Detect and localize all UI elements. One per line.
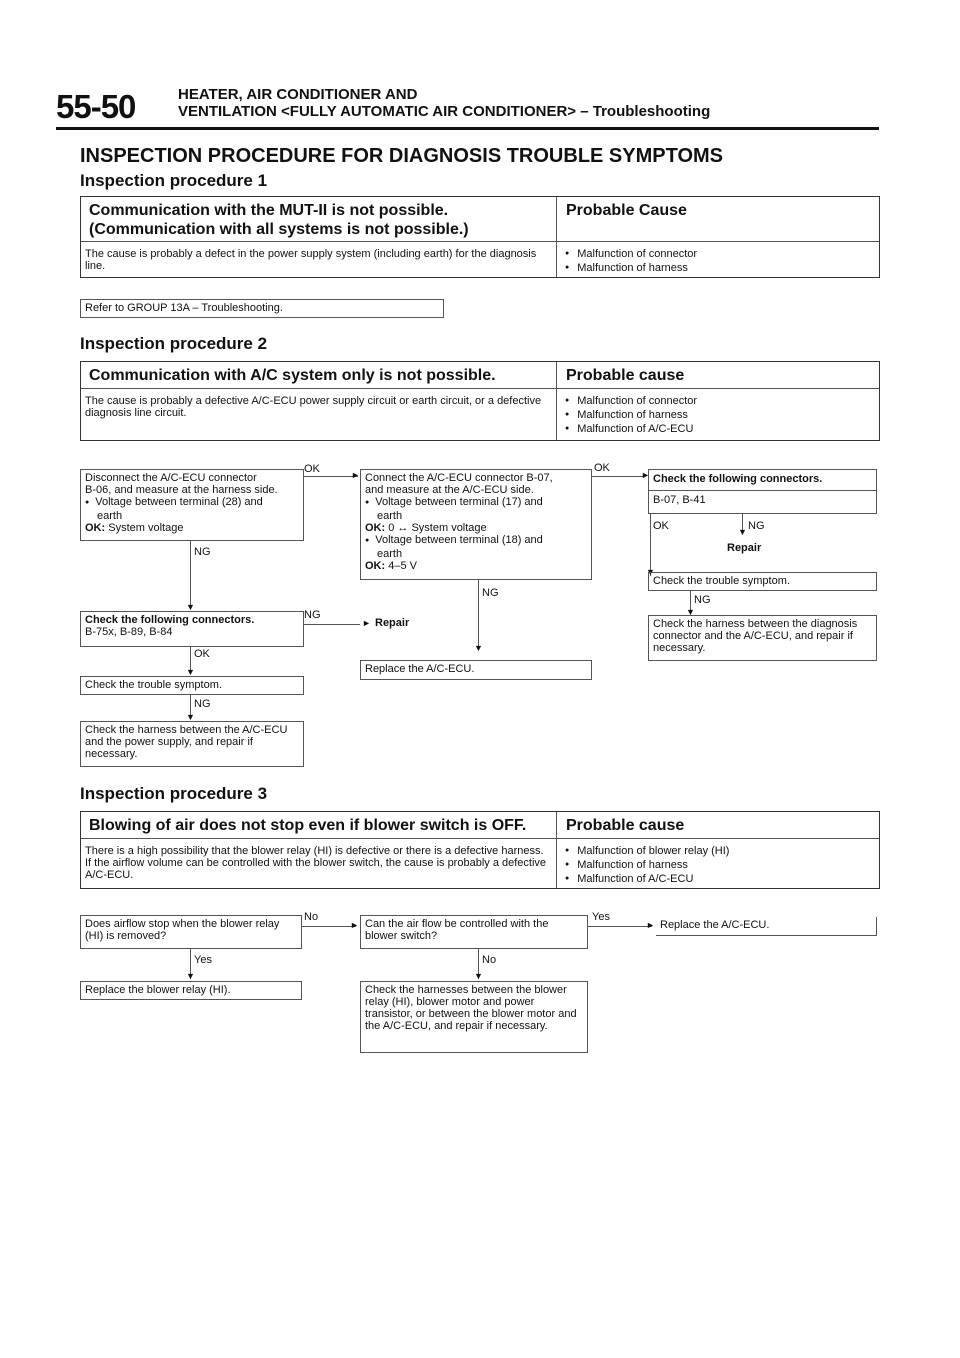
proc2-symptom: Communication with A/C system only is not possible. bbox=[89, 367, 496, 384]
proc3-table bbox=[80, 811, 880, 889]
ng-label: NG bbox=[194, 698, 211, 710]
arrow-down-icon: ▼ bbox=[186, 971, 195, 981]
flow2-step-check-connectors-2 bbox=[80, 611, 304, 647]
step-text: Connect the A/C-ECU connector B-07, bbox=[365, 472, 553, 484]
flow3-replace-ecu: Replace the A/C-ECU. bbox=[656, 917, 877, 936]
proc3-heading: Inspection procedure 3 bbox=[80, 784, 268, 803]
proc3-desc: There is a high possibility that the blower relay (HI) is defective or there is a defective harness. If the airflow volume can be controlled with the blower switch, the cause is probably a defective A/C-ECU. bbox=[85, 845, 547, 881]
step-text: Disconnect the A/C-ECU connector bbox=[85, 472, 257, 484]
proc2-cause-header: Probable cause bbox=[566, 367, 685, 384]
arrow-down-icon: ▼ bbox=[686, 607, 695, 617]
cause-item: ● Malfunction of connector bbox=[565, 395, 697, 409]
flow2-check-symptom-right: Check the trouble symptom. bbox=[648, 572, 877, 591]
cause-item: ● Malfunction of blower relay (HI) bbox=[565, 845, 729, 859]
page-number: 55-50 bbox=[56, 88, 136, 125]
ok-label: OK bbox=[653, 520, 669, 532]
ok-value: System voltage bbox=[108, 522, 184, 534]
header-rule bbox=[56, 127, 879, 130]
ng-label: NG bbox=[748, 520, 765, 532]
arrow-right-icon: ► bbox=[646, 920, 655, 930]
yes-label: Yes bbox=[592, 911, 610, 923]
flow2-check-symptom-left: Check the trouble symptom. bbox=[80, 676, 304, 695]
ok-label: OK bbox=[594, 462, 610, 474]
arrow-down-icon: ▼ bbox=[186, 712, 195, 722]
ok-label: OK: bbox=[85, 522, 106, 534]
proc2-table bbox=[80, 361, 880, 441]
proc1-symptom-1: Communication with the MUT-II is not possible. bbox=[89, 202, 449, 219]
repair-label: Repair bbox=[375, 617, 410, 629]
ok-label: OK bbox=[194, 648, 210, 660]
ok-value: 4–5 V bbox=[388, 560, 417, 572]
arrow-right-icon: ► bbox=[641, 470, 650, 480]
step-title: Check the following connectors. bbox=[653, 473, 823, 485]
step-text: and measure at the A/C-ECU side. bbox=[365, 484, 534, 496]
proc3-cause-header: Probable cause bbox=[566, 817, 685, 834]
arrow-right-icon: ► bbox=[350, 920, 359, 930]
no-label: No bbox=[482, 954, 497, 966]
proc1-symptom-2: (Communication with all systems is not possible.) bbox=[89, 221, 469, 238]
cause-item: ● Malfunction of harness bbox=[565, 859, 729, 873]
proc1-refer-box: Refer to GROUP 13A – Troubleshooting. bbox=[80, 299, 444, 318]
flow2-step-disconnect bbox=[80, 469, 304, 541]
cause-item: ● Malfunction of A/C-ECU bbox=[565, 873, 729, 887]
proc1-causes bbox=[565, 248, 697, 276]
step-text: earth bbox=[377, 510, 403, 522]
proc2-heading: Inspection procedure 2 bbox=[80, 334, 268, 353]
repair-label: Repair bbox=[727, 542, 762, 554]
ok-label: OK bbox=[304, 463, 320, 475]
ng-label: NG bbox=[482, 587, 499, 599]
flow3-replace-relay: Replace the blower relay (HI). bbox=[80, 981, 302, 1000]
ok-value: 0 ↔ System voltage bbox=[388, 522, 487, 534]
arrow-down-icon: ▼ bbox=[646, 567, 655, 577]
proc2-causes bbox=[565, 395, 697, 437]
step-text: earth bbox=[97, 510, 123, 522]
cause-item: ● Malfunction of connector bbox=[565, 248, 697, 262]
cause-item: ● Malfunction of harness bbox=[565, 409, 697, 423]
flow2-check-harness-power: Check the harness between the A/C-ECU and the power supply, and repair if necessary. bbox=[80, 721, 304, 767]
cause-item: ● Malfunction of A/C-ECU bbox=[565, 423, 697, 437]
proc1-table bbox=[80, 196, 880, 278]
ng-label: NG bbox=[194, 546, 211, 558]
arrow-down-icon: ▼ bbox=[186, 602, 195, 612]
proc2-desc: The cause is probably a defective A/C-ECU power supply circuit or earth circuit, or a defective diagnosis line circuit. bbox=[85, 395, 542, 419]
step-text: ● Voltage between terminal (17) and bbox=[365, 496, 587, 510]
step-text: ● Voltage between terminal (28) and bbox=[85, 496, 299, 510]
flow2-replace-ecu: Replace the A/C-ECU. bbox=[360, 660, 592, 680]
header-line-2: VENTILATION <FULLY AUTOMATIC AIR CONDITIONER> – Troubleshooting bbox=[178, 103, 711, 120]
yes-label: Yes bbox=[194, 954, 212, 966]
arrow-right-icon: ► bbox=[351, 470, 360, 480]
ng-label: NG bbox=[304, 609, 321, 621]
step-text: ● Voltage between terminal (18) and bbox=[365, 534, 587, 548]
proc1-desc: The cause is probably a defect in the power supply system (including earth) for the diagnosis line. bbox=[85, 248, 537, 272]
arrow-right-icon: ► bbox=[362, 618, 371, 628]
arrow-down-icon: ▼ bbox=[186, 667, 195, 677]
ng-label: NG bbox=[694, 594, 711, 606]
step-text: B-07, B-41 bbox=[653, 494, 706, 506]
proc1-heading: Inspection procedure 1 bbox=[80, 171, 268, 190]
arrow-down-icon: ▼ bbox=[738, 527, 747, 537]
cause-item: ● Malfunction of harness bbox=[565, 262, 697, 276]
flow3-check-harnesses: Check the harnesses between the blower relay (HI), blower motor and power transistor, or between the blower motor and the A/C-ECU, and repair if necessary. bbox=[360, 981, 588, 1053]
arrow-down-icon: ▼ bbox=[474, 971, 483, 981]
ok-label: OK: bbox=[365, 522, 386, 534]
step-text: B-06, and measure at the harness side. bbox=[85, 484, 278, 496]
step-text: B-75x, B-89, B-84 bbox=[85, 626, 173, 638]
proc3-causes bbox=[565, 845, 729, 887]
header-line-1: HEATER, AIR CONDITIONER AND bbox=[178, 86, 418, 103]
flow3-question-switch: Can the air flow be controlled with the blower switch? bbox=[360, 915, 588, 949]
flow2-check-harness-diag: Check the harness between the diagnosis connector and the A/C-ECU, and repair if necessary. bbox=[648, 615, 877, 661]
step-title: Check the following connectors. bbox=[85, 614, 255, 626]
flow2-step-connect bbox=[360, 469, 592, 580]
flow3-question-relay: Does airflow stop when the blower relay (HI) is removed? bbox=[80, 915, 302, 949]
step-text: earth bbox=[377, 548, 403, 560]
arrow-down-icon: ▼ bbox=[474, 643, 483, 653]
page-title: INSPECTION PROCEDURE FOR DIAGNOSIS TROUBLE SYMPTOMS bbox=[80, 145, 724, 167]
proc3-symptom: Blowing of air does not stop even if blower switch is OFF. bbox=[89, 817, 527, 834]
ok-label: OK: bbox=[365, 560, 386, 572]
flow2-step-check-connectors-1 bbox=[648, 469, 877, 514]
no-label: No bbox=[304, 911, 319, 923]
proc1-cause-header: Probable Cause bbox=[566, 202, 687, 219]
